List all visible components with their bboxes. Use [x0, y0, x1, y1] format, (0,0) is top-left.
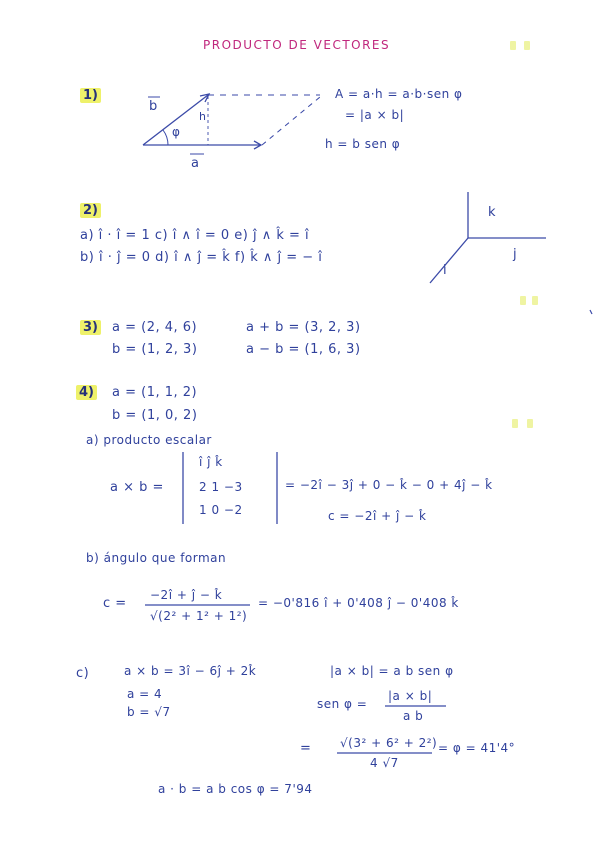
- axis-label-k: k: [488, 205, 497, 220]
- root-denominator: 4 √7: [370, 756, 399, 770]
- highlight-mark: [527, 419, 533, 428]
- unit-vector-lhs: c =: [103, 596, 127, 611]
- unit-vector-denominator: √(2² + 1² + 1²): [150, 609, 248, 623]
- problem-2-row-2: b) î · ĵ = 0 d) î ∧ ĵ = k̂ f) k̂ ∧ ĵ = − î: [80, 250, 323, 265]
- sine-numerator: |a × b|: [388, 689, 433, 703]
- sine-denominator: a b: [403, 709, 424, 723]
- determinant-expansion: = −2î − 3ĵ + 0 − k̂ − 0 + 4ĵ − k̂: [285, 478, 493, 492]
- label-h: h: [199, 110, 207, 123]
- cross-product-label: a × b =: [110, 480, 164, 495]
- equals-sign: =: [300, 741, 312, 756]
- problem-4-number: 4): [76, 385, 97, 400]
- vector-b: b = (1, 2, 3): [112, 342, 198, 357]
- sine-lhs: sen φ =: [317, 697, 368, 711]
- determinant-row-1: î ĵ k̂: [199, 455, 223, 469]
- angle-result: = φ = 41'4°: [438, 741, 516, 755]
- area-equation: A = a·h = a·b·sen φ: [335, 87, 463, 101]
- determinant-row-3: 1 0 −2: [199, 503, 243, 517]
- label-a: a: [191, 156, 200, 171]
- height-equation: h = b sen φ: [325, 137, 401, 151]
- problem-2-row-1: a) î · î = 1 c) î ∧ î = 0 e) ĵ ∧ k̂ = î: [80, 228, 310, 243]
- vector-a: a = (2, 4, 6): [112, 320, 198, 335]
- label-phi: φ: [172, 125, 181, 139]
- vector-b-4: b = (1, 0, 2): [112, 408, 198, 423]
- problem-2-number: 2): [80, 203, 101, 218]
- magnitude-b: b = √7: [127, 705, 171, 719]
- vector-difference: a − b = (1, 6, 3): [246, 342, 361, 357]
- axis-label-j: j: [513, 247, 518, 262]
- highlight-mark: [532, 296, 538, 305]
- unit-vector-result: = −0'816 î + 0'408 ĵ − 0'408 k̂: [258, 596, 459, 610]
- cross-product-result: a × b = 3î − 6ĵ + 2k̂: [124, 664, 257, 678]
- problem-1-number: 1): [80, 88, 101, 103]
- vector-a-4: a = (1, 1, 2): [112, 385, 198, 400]
- dot-product-result: a · b = a b cos φ = 7'94: [158, 782, 313, 796]
- label-b: b: [149, 99, 158, 114]
- unit-vector-numerator: −2î + ĵ − k̂: [150, 588, 223, 602]
- axis-label-i: i: [443, 263, 448, 278]
- part-b-label: b) ángulo que forman: [86, 551, 227, 565]
- page-title: PRODUCTO DE VECTORES: [203, 38, 391, 52]
- cross-magnitude-formula: |a × b| = a b sen φ: [330, 664, 454, 678]
- root-numerator: √(3² + 6² + 2²): [340, 736, 438, 750]
- part-c-label: c): [76, 666, 90, 681]
- highlight-mark: [520, 296, 526, 305]
- determinant-row-2: 2 1 −3: [199, 480, 243, 494]
- vector-sum: a + b = (3, 2, 3): [246, 320, 361, 335]
- problem-3-number: 3): [80, 320, 101, 335]
- highlight-mark: [512, 419, 518, 428]
- vector-c-result: c = −2î + ĵ − k̂: [328, 509, 427, 523]
- part-a-label: a) producto escalar: [86, 433, 212, 447]
- magnitude-a: a = 4: [127, 687, 163, 701]
- area-cross-magnitude: = |a × b|: [345, 108, 405, 122]
